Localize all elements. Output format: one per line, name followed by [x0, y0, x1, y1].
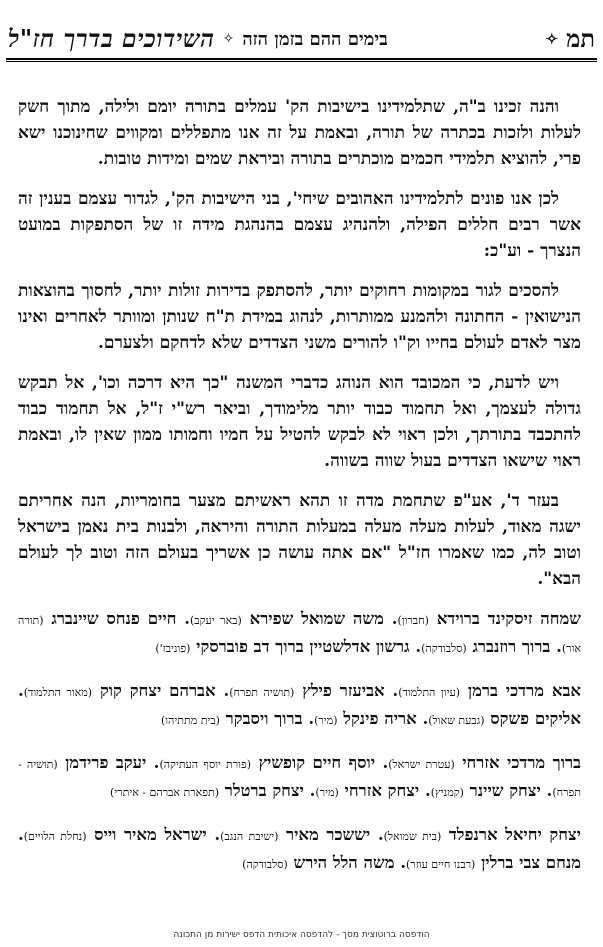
- signatory-yeshiva: (ישיבת הנגב): [220, 830, 279, 843]
- diamond-ornament-icon: ✧: [545, 30, 559, 48]
- signatories-group-2: אבא מרדכי ברמן (עיון התלמוד). אביעזר פילץ (תושיה תפרח). אברהם יצחק קוק (מאור התלמוד). אליקים פשקס (גבעת שאול). אריה פינקל (מיר). ברוך ויסבקר (בית מתתיהו): [18, 681, 582, 728]
- signatory-name: גרשון אדלשטיין ברוך דב פוברסקי: [190, 637, 410, 656]
- page-header: [8, 22, 595, 56]
- signatory-yeshiva: (פורת יוסף העתיקה): [159, 758, 252, 771]
- signatories-group-1: שמחה זיסקינד ברוידא (חברון). משה שמואל שפירא (באר יעקב). חיים פנחס שיינברג (תורה אור). ברוך רוזנברג (סלבודקה). גרשון אדלשטיין ברוך דב פוברסקי (פוניבז'): [18, 609, 581, 656]
- signatory-yeshiva: (נחלת הלויים): [23, 830, 87, 843]
- section-title: בימים ההם בזמן הזה: [242, 28, 388, 50]
- signatory-yeshiva: (רבנו חיים עוזר): [406, 858, 476, 871]
- signatory-name: שמחה זיסקינד ברוידא: [428, 609, 581, 628]
- signatory-name: יעקב פרידמן: [57, 753, 147, 772]
- paragraph-5: בעזר ד', אע"פ שתחמת מדה זו תהא ראשיתם מצער בחומריות, הנה אחריתם ישגה מאוד, לעלות מעלה מעלה במעלות התורה והיראה, ולבנות בית נאמן בישראל וטוב לה, כמו שאמרו חז"ל "אם אתה עושה כן אשריך בעולם הזה וטוב לך לעולם הבא".: [18, 491, 581, 589]
- signatory-name: ברוך רוזנברג: [466, 637, 551, 656]
- signatory-yeshiva: (קמניץ): [430, 786, 464, 799]
- signatory-yeshiva: (סלבודקה): [421, 642, 467, 655]
- signatory-name: ישראל מאיר וייס: [86, 825, 207, 844]
- signatory-yeshiva: (תורה אור): [18, 614, 581, 655]
- header-rule: [6, 58, 597, 60]
- signatory-yeshiva: (חברון): [397, 614, 429, 627]
- paragraph-2: לכן אנו פונים לתלמידינו האהובים שיחי', בני הישיבות הק', לגדור עצמם בענין זה אשר רבים חללים הפילה, ולהנהיג עצמם בהנהגת מידה זו של הסתפקות במועט הנצרך - וע"כ:: [18, 189, 581, 261]
- header-titles: [8, 24, 388, 54]
- header-rule-thin: [6, 61, 597, 62]
- signatory-name: יוסף חיים קופשיץ: [251, 753, 376, 772]
- signatory-name: מנחם צבי ברלין: [475, 853, 581, 872]
- signatory-name: יצחק אזרחי: [338, 781, 420, 800]
- signatory-name: יצחק שיינר: [463, 781, 541, 800]
- signatories-group-4: יצחק יחיאל ארנפלד (בית שמואל). יששכר מאיר (ישיבת הנגב). ישראל מאיר וייס (נחלת הלויים). מנחם צבי ברלין (רבנו חיים עוזר). משה הלל הירש (סלבודקה): [18, 825, 581, 872]
- signatory-yeshiva: (עטרת ישראל): [388, 758, 455, 771]
- signatory-yeshiva: (באר יעקב): [190, 614, 242, 627]
- signatory-name: חיים פנחס שיינברג: [43, 609, 177, 628]
- signatory-yeshiva: (מיר): [315, 786, 339, 799]
- signatory-name: יצחק יחיאל ארנפלד: [441, 825, 581, 844]
- signatory-yeshiva: (תושיה תפרח): [229, 686, 295, 699]
- signatory-yeshiva: (עיון התלמוד): [398, 686, 461, 699]
- signatory-name: משה שמואל שפירא: [241, 609, 384, 628]
- paragraph-3: להסכים לגור במקומות רחוקים יותר, להסתפק בדירות זולות יותר, לחסוך בהוצאות הנישואין - החתונה ולהמנע ממותרות, לנהוג במידת ת"ח שנותן ומוותר לאחרים ואינו מצר לאדם לעולם בחייו וק"ו להורים משני הצדדים שלא לדחקם ולצערם.: [18, 281, 581, 353]
- signatory-yeshiva: (תושיה - תפרח): [18, 758, 581, 799]
- signatory-name: אליקים פשקס: [484, 709, 581, 728]
- page-footer: הודפסה ברוטוצית מסך - להדפסה איכותית הדפס ישירות מן התכונה: [173, 930, 430, 940]
- signatory-yeshiva: (פוניבז'): [155, 642, 191, 655]
- paragraph-1: והנה זכינו ב"ה, שתלמידינו בישיבות הק' עמלים בתורה יומם ולילה, מתוך חשק לעלות ולזכות בכתרה של תורה, ובאמת על זה אנו מתפללים ומקווים שחינוכנו ישא פרי, להוציא תלמידי חכמים מוכתרים בתורה וביראת שמים ומידות טובות.: [18, 97, 581, 169]
- paragraph-4: ויש לדעת, כי המכובד הוא הנוהג כדברי המשנה "כך היא דרכה וכו', אל תבקש גדולה לעצמך, ואל תחמוד כבוד יותר מלימודך, וביאר רש"י ז"ל, אל תחמוד כבוד להתכבד בתורתך, ולכן ראוי לא לבקש להטיל על חמיו וחמותו ממון שאין לו, ובאמת ראוי שישאו הצדדים בעול שווה בשווה.: [18, 373, 581, 471]
- signatory-name: אבא מרדכי ברמן: [460, 681, 582, 700]
- signatory-yeshiva: (בית שמואל): [383, 830, 442, 843]
- signatory-yeshiva: (סלבודקה): [242, 858, 288, 871]
- signatory-yeshiva: (בית מתתיהו): [160, 714, 220, 727]
- chapter-title: השידוכים בדרך חז"ל: [8, 24, 215, 53]
- signatory-name: אריה פינקל: [337, 709, 417, 728]
- signatory-name: יצחק ברטלר: [218, 781, 304, 800]
- signatory-yeshiva: (מאור התלמוד): [23, 686, 93, 699]
- signatory-name: משה הלל הירש: [287, 853, 395, 872]
- signatory-name: ברוך מרדכי אזרחי: [454, 753, 581, 772]
- signatory-name: אביעזר פילץ: [294, 681, 385, 700]
- diamond-separator-icon: ✧: [222, 31, 235, 47]
- signatory-name: ברוך ויסבקר: [219, 709, 303, 728]
- page-body: [18, 94, 581, 894]
- page-number-block: [546, 24, 595, 54]
- signatory-yeshiva: (תפארת אברהם - איתרי): [110, 786, 219, 799]
- signatory-yeshiva: (גבעת שאול): [428, 714, 485, 727]
- page-number: תמ: [566, 24, 595, 53]
- signatory-name: יששכר מאיר: [278, 825, 371, 844]
- signatories-group-3: ברוך מרדכי אזרחי (עטרת ישראל). יוסף חיים קופשיץ (פורת יוסף העתיקה). יעקב פרידמן (תושיה - תפרח). יצחק שיינר (קמניץ). יצחק אזרחי (מיר). יצחק ברטלר (תפארת אברהם - איתרי): [18, 753, 581, 800]
- signatory-yeshiva: (מיר): [314, 714, 338, 727]
- signatory-name: אברהם יצחק קוק: [92, 681, 216, 700]
